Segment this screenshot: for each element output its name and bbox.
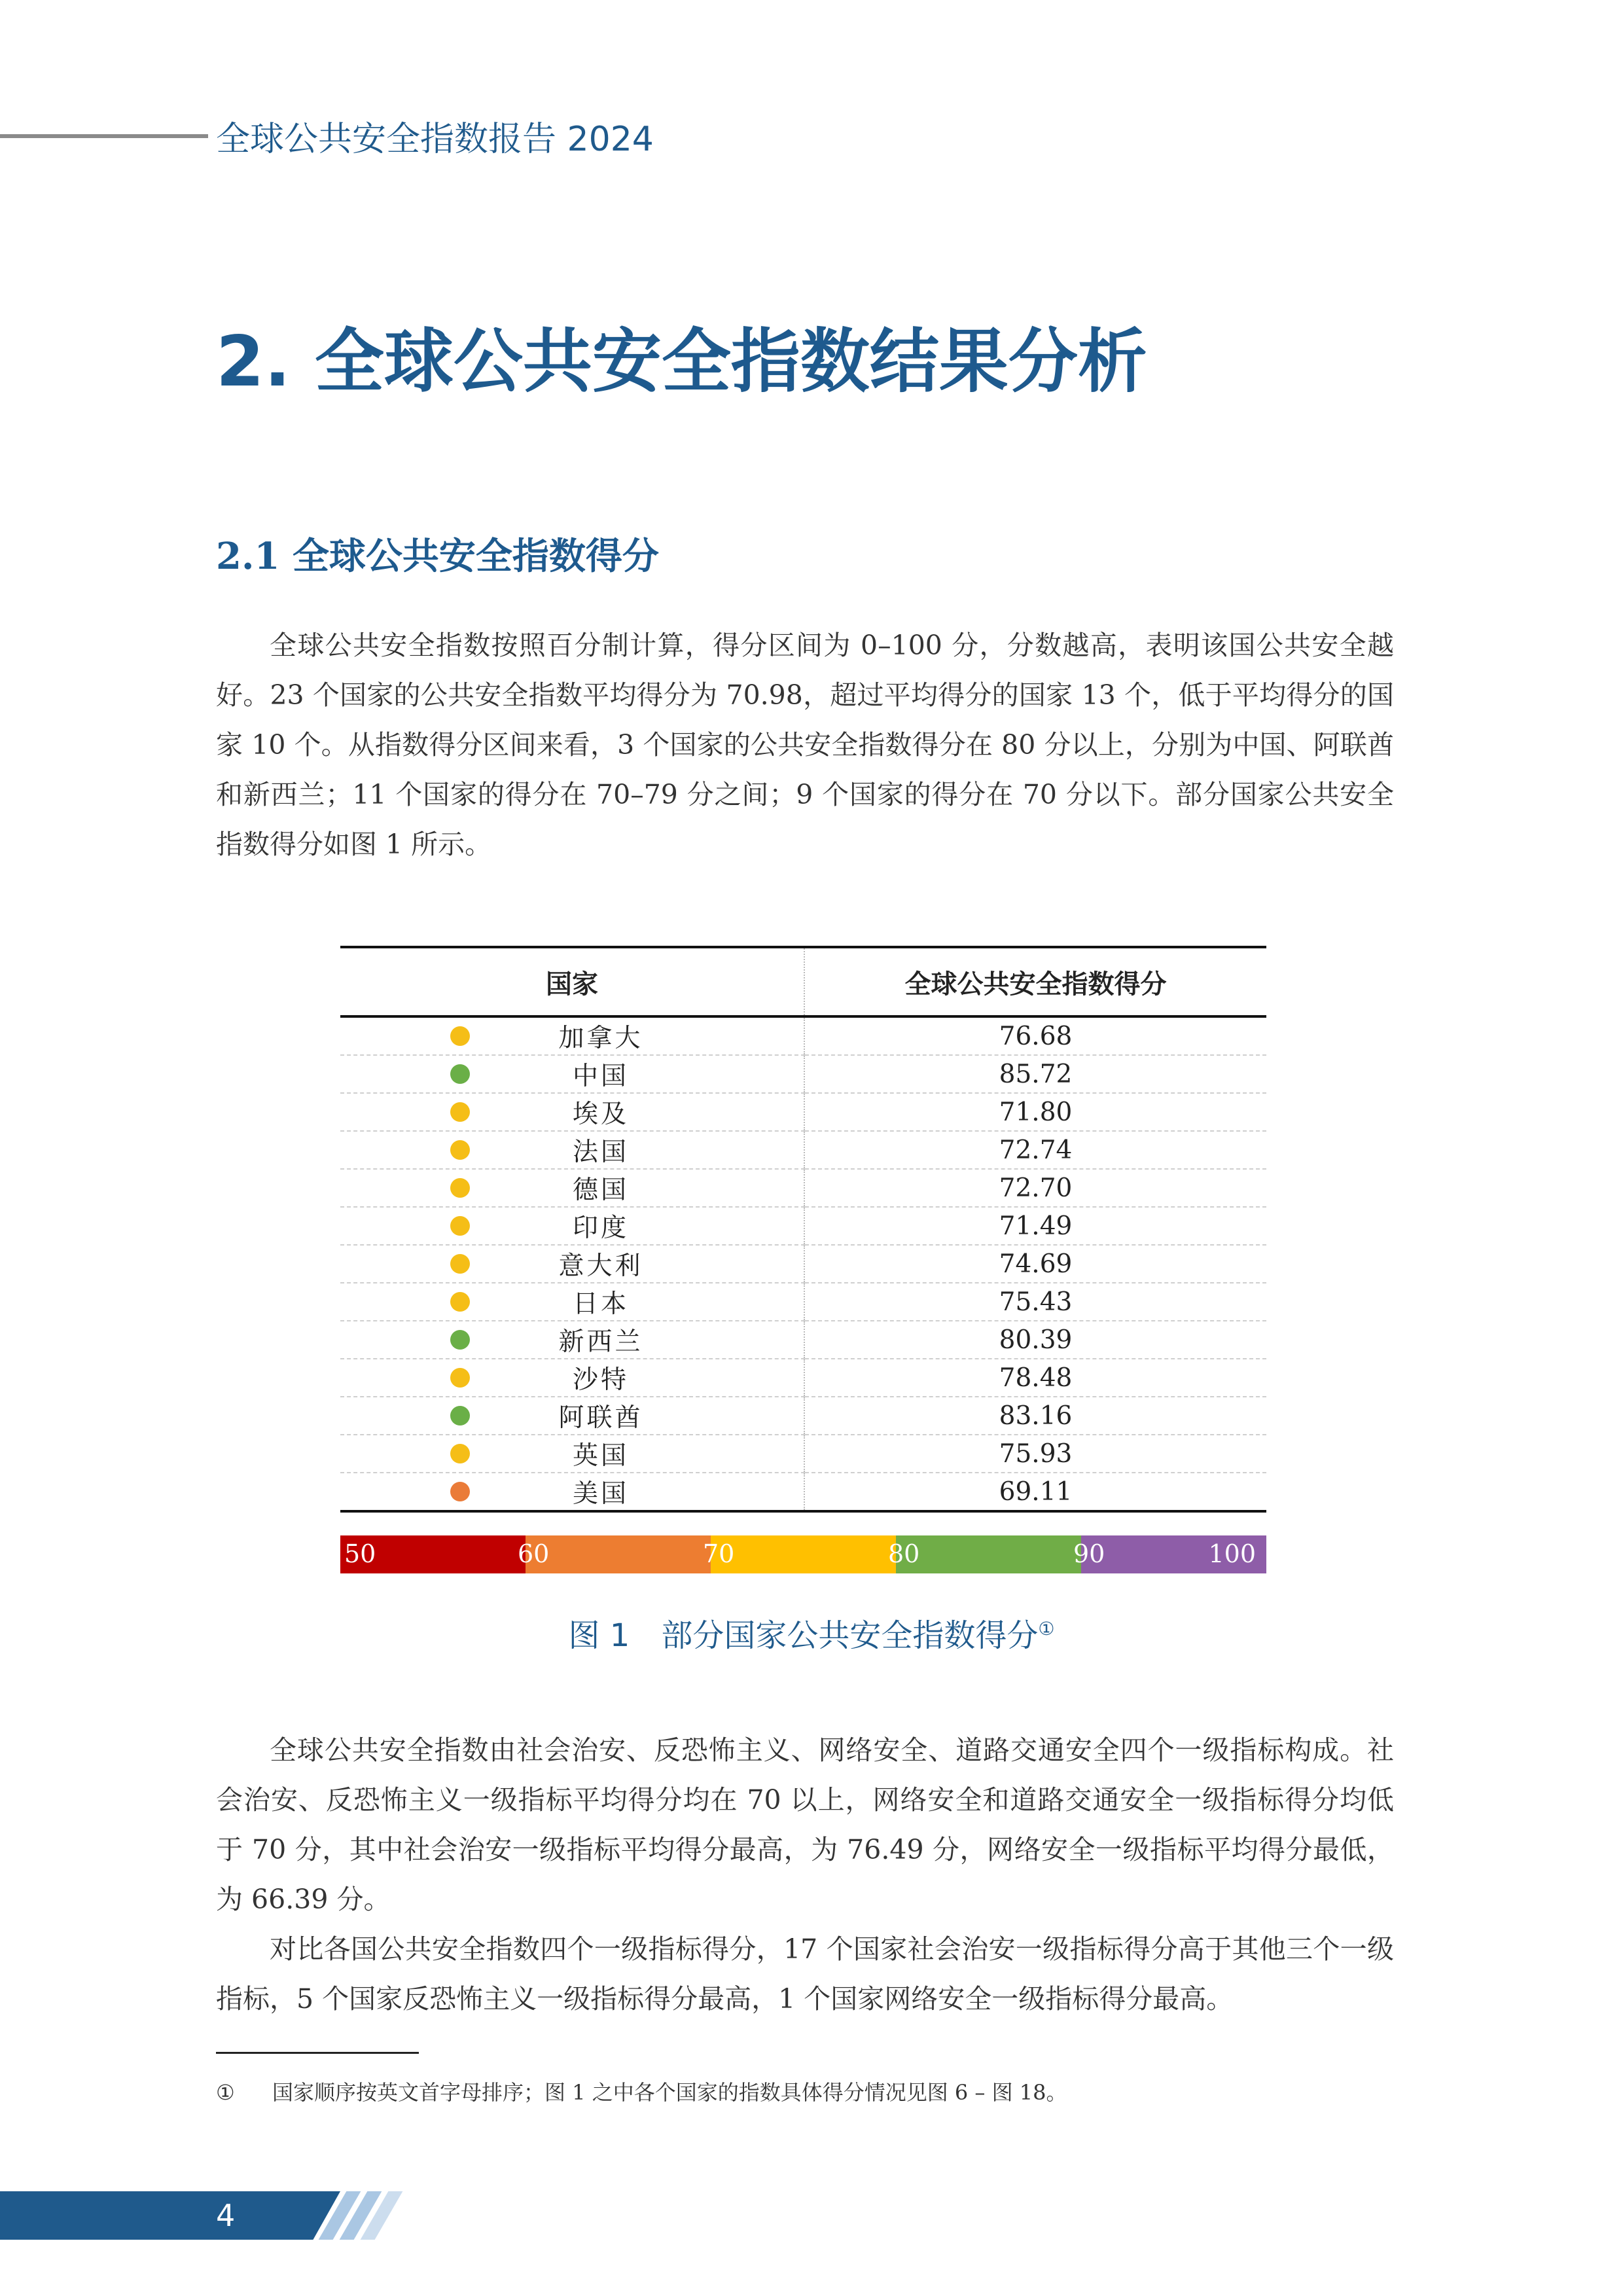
country-name: 印度 — [572, 1213, 629, 1243]
score-cell: 71.49 — [804, 1207, 1266, 1245]
table-row — [340, 1473, 1266, 1511]
score-cell: 85.72 — [804, 1055, 1266, 1093]
table-row — [340, 1245, 1266, 1283]
comparison-paragraph: 对比各国公共安全指数四个一级指标得分，17 个国家社会治安一级指标得分高于其他三个一级指标，5 个国家反恐怖主义一级指标得分最高，1 个国家网络安全一级指标得分最高。 — [216, 1933, 1394, 2015]
country-column-header: 国家 — [340, 947, 804, 1016]
country-name: 新西兰 — [558, 1327, 643, 1357]
footnote-mark: ① — [216, 2080, 235, 2105]
score-table — [340, 946, 1266, 1513]
score-cell: 72.74 — [804, 1131, 1266, 1169]
country-cell — [340, 1169, 804, 1207]
footnote-rule — [216, 2052, 419, 2054]
country-name: 中国 — [572, 1062, 629, 1091]
score-cell: 76.68 — [804, 1016, 1266, 1055]
score-level-dot — [450, 1330, 470, 1350]
table-row — [340, 1435, 1266, 1473]
country-name: 埃及 — [572, 1100, 629, 1129]
footnote-reference: ① — [1038, 1618, 1055, 1640]
table-row — [340, 1169, 1266, 1207]
scale-tick-label: 50 — [344, 1539, 376, 1568]
table-row — [340, 1397, 1266, 1435]
table-row — [340, 1131, 1266, 1169]
score-cell: 83.16 — [804, 1397, 1266, 1435]
score-level-dot — [450, 1064, 470, 1084]
running-header: 全球公共安全指数报告 2024 — [216, 120, 654, 159]
table-row — [340, 1055, 1266, 1093]
score-level-dot — [450, 1368, 470, 1388]
score-level-dot — [450, 1102, 470, 1122]
figure-caption — [0, 1610, 1623, 1655]
score-color-scale — [340, 1535, 1266, 1573]
footnote — [216, 2076, 1067, 2106]
country-cell — [340, 1055, 804, 1093]
country-cell — [340, 1016, 804, 1055]
country-cell — [340, 1321, 804, 1359]
score-level-dot — [450, 1482, 470, 1501]
country-name: 日本 — [572, 1289, 629, 1319]
score-cell: 74.69 — [804, 1245, 1266, 1283]
header-rule — [0, 134, 208, 138]
scale-segment — [1073, 1535, 1266, 1573]
country-cell — [340, 1359, 804, 1397]
analysis-paragraph-block — [216, 1725, 1394, 2024]
scale-segment — [340, 1535, 526, 1573]
country-name: 德国 — [572, 1175, 629, 1205]
table-row — [340, 1359, 1266, 1397]
score-level-dot — [450, 1444, 470, 1463]
score-column-header: 全球公共安全指数得分 — [804, 947, 1266, 1016]
score-cell: 75.43 — [804, 1283, 1266, 1321]
score-table-container — [340, 946, 1266, 1513]
country-name: 美国 — [572, 1479, 629, 1509]
table-row — [340, 1093, 1266, 1131]
score-cell: 69.11 — [804, 1473, 1266, 1511]
page-number: 4 — [216, 2198, 236, 2233]
score-cell: 80.39 — [804, 1321, 1266, 1359]
score-level-dot — [450, 1178, 470, 1198]
country-name: 法国 — [572, 1138, 629, 1167]
scale-tick-label: 80 — [888, 1539, 920, 1568]
country-name: 阿联酋 — [558, 1403, 643, 1433]
score-cell: 78.48 — [804, 1359, 1266, 1397]
section-title: 2.1 全球公共安全指数得分 — [216, 535, 659, 578]
score-level-dot — [450, 1026, 470, 1046]
table-row — [340, 1016, 1266, 1055]
score-level-dot — [450, 1140, 470, 1160]
scale-tick-label: 60 — [518, 1539, 550, 1568]
score-level-dot — [450, 1292, 470, 1312]
scale-segment — [703, 1535, 896, 1573]
scale-tick-label: 90 — [1073, 1539, 1105, 1568]
score-cell: 72.70 — [804, 1169, 1266, 1207]
country-cell — [340, 1473, 804, 1511]
table-row — [340, 1321, 1266, 1359]
table-row — [340, 1207, 1266, 1245]
table-row — [340, 1283, 1266, 1321]
score-level-dot — [450, 1254, 470, 1274]
indicator-paragraph: 全球公共安全指数由社会治安、反恐怖主义、网络安全、道路交通安全四个一级指标构成。社会治安、反恐怖主义一级指标平均得分均在 70 以上，网络安全和道路交通安全一级指标得分均低于 70 分，其中社会治安一级指标平均得分最高，为 76.49 分，网络安全一级指标平均得分最低，为 66.39 分。 — [216, 1734, 1394, 1915]
country-name: 意大利 — [558, 1251, 643, 1281]
country-cell — [340, 1207, 804, 1245]
score-cell: 75.93 — [804, 1435, 1266, 1473]
country-cell — [340, 1245, 804, 1283]
score-level-dot — [450, 1406, 470, 1426]
footnote-text: 国家顺序按英文首字母排序；图 1 之中各个国家的指数具体得分情况见图 6 – 图 18。 — [272, 2080, 1067, 2105]
intro-paragraph: 全球公共安全指数按照百分制计算，得分区间为 0–100 分，分数越高，表明该国公共安全越好。23 个国家的公共安全指数平均得分为 70.98，超过平均得分的国家 13 个，低于平均得分的国家 10 个。从指数得分区间来看，3 个国家的公共安全指数得分在 80 分以上，分别为中国、阿联酋和新西兰；11 个国家的得分在 70–79 分之间；9 个国家的得分在 70 分以下。部分国家公共安全指数得分如图 1 所示。 — [216, 630, 1394, 860]
country-cell — [340, 1397, 804, 1435]
score-cell: 71.80 — [804, 1093, 1266, 1131]
country-cell — [340, 1093, 804, 1131]
chapter-title: 2. 全球公共安全指数结果分析 — [216, 321, 1147, 402]
country-cell — [340, 1283, 804, 1321]
country-cell — [340, 1131, 804, 1169]
score-level-dot — [450, 1216, 470, 1236]
score-table-body — [340, 1016, 1266, 1511]
scale-end-label: 100 — [1208, 1539, 1256, 1568]
country-name: 英国 — [572, 1441, 629, 1471]
country-name: 沙特 — [572, 1365, 629, 1395]
page-number-band — [0, 2191, 340, 2240]
scale-tick-label: 70 — [703, 1539, 735, 1568]
scale-segment — [888, 1535, 1081, 1573]
intro-paragraph-block — [216, 620, 1394, 869]
country-cell — [340, 1435, 804, 1473]
scale-segment — [518, 1535, 711, 1573]
country-name: 加拿大 — [558, 1024, 643, 1053]
figure-caption-text: 图 1 部分国家公共安全指数得分 — [568, 1617, 1039, 1654]
